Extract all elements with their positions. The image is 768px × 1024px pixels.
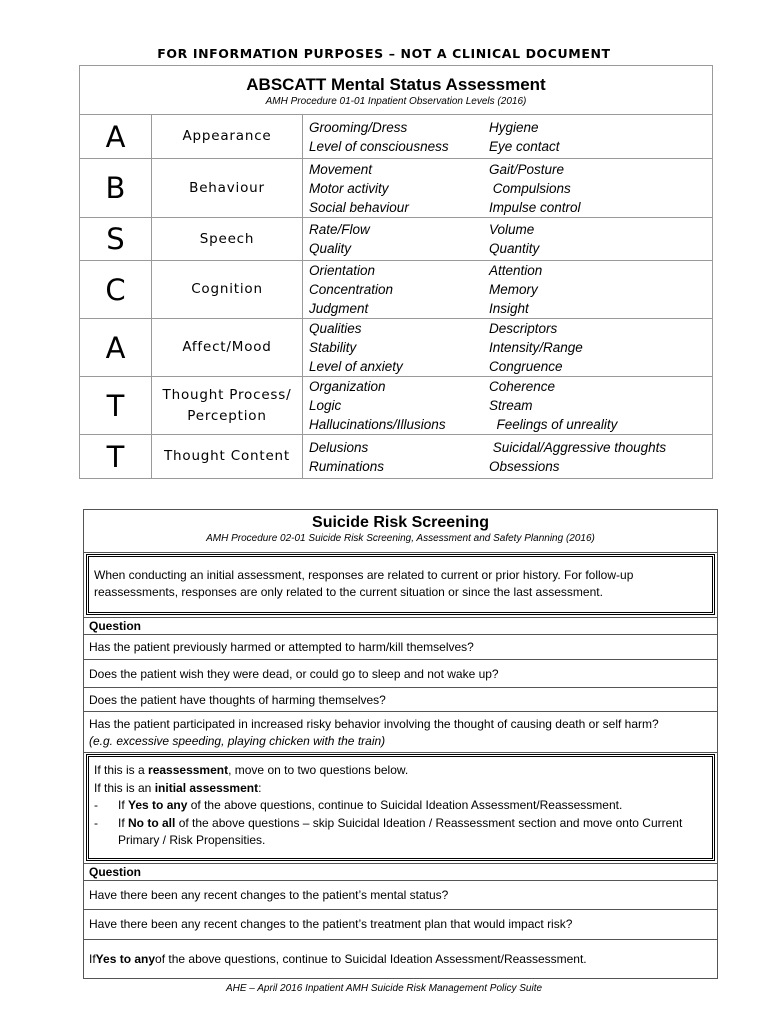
abscatt-category: Thought Content bbox=[152, 435, 303, 479]
abscatt-header bbox=[80, 66, 713, 115]
abscatt-category bbox=[152, 377, 303, 435]
disclaimer-banner: FOR INFORMATION PURPOSES – NOT A CLINICAL DOCUMENT bbox=[157, 46, 611, 61]
abscatt-item: Grooming/Dress bbox=[309, 119, 408, 135]
abscatt-item: Organization bbox=[309, 379, 386, 394]
suicide-risk-screening bbox=[83, 509, 718, 979]
abscatt-item: Delusions bbox=[309, 439, 369, 455]
abscatt-items bbox=[303, 435, 713, 479]
abscatt-items bbox=[303, 377, 713, 435]
abscatt-item: Level of anxiety bbox=[309, 359, 403, 374]
abscatt-item: Eye contact bbox=[489, 138, 560, 154]
abscatt-title: ABSCATT Mental Status Assessment bbox=[246, 75, 546, 94]
abscatt-item: Rate/Flow bbox=[309, 222, 370, 237]
abscatt-row bbox=[80, 261, 713, 319]
abscatt-letter: C bbox=[80, 261, 152, 319]
abscatt-row bbox=[80, 218, 713, 261]
abscatt-table bbox=[79, 65, 713, 479]
abscatt-row bbox=[80, 115, 713, 159]
abscatt-item: Movement bbox=[309, 161, 373, 177]
abscatt-item: Stability bbox=[309, 340, 357, 355]
abscatt-item: Hygiene bbox=[489, 119, 539, 135]
abscatt-item: Level of consciousness bbox=[309, 138, 449, 154]
abscatt-item: Insight bbox=[489, 301, 529, 316]
abscatt-items bbox=[303, 319, 713, 377]
abscatt-item: Gait/Posture bbox=[489, 161, 565, 177]
abscatt-item: Compulsions bbox=[489, 180, 571, 196]
abscatt-item: Coherence bbox=[489, 379, 556, 394]
final-instruction: If Yes to any of the above questions, continue to Suicidal Ideation Assessment/Reassessment. bbox=[84, 939, 717, 978]
abscatt-items bbox=[303, 115, 713, 159]
abscatt-item: Quantity bbox=[489, 241, 540, 256]
abscatt-item: Judgment bbox=[309, 301, 369, 316]
abscatt-letter: T bbox=[80, 377, 152, 435]
abscatt-category-line: Perception bbox=[187, 407, 267, 424]
abscatt-item: Attention bbox=[489, 263, 543, 278]
question-text: Has the patient participated in increased risky behavior involving the thought of causing death or self harm? bbox=[89, 717, 659, 731]
abscatt-items bbox=[303, 218, 713, 261]
abscatt-items bbox=[303, 159, 713, 218]
abscatt-row bbox=[80, 319, 713, 377]
abscatt-item: Qualities bbox=[309, 321, 362, 336]
abscatt-item: Intensity/Range bbox=[489, 340, 583, 355]
abscatt-letter: S bbox=[80, 218, 152, 261]
abscatt-item: Orientation bbox=[309, 263, 376, 278]
abscatt-subtitle: AMH Procedure 01-01 Inpatient Observation Levels (2016) bbox=[265, 96, 527, 107]
abscatt-row bbox=[80, 435, 713, 479]
abscatt-letter: A bbox=[80, 115, 152, 159]
intro-text: When conducting an initial assessment, responses are related to current or prior history. For follow-up reassessments, responses are only related to the current situation or since the last assessment. bbox=[94, 568, 634, 599]
screening-header bbox=[84, 514, 717, 553]
question-row: Have there been any recent changes to the patient’s treatment plan that would impact risk? bbox=[89, 917, 573, 931]
abscatt-letter: B bbox=[80, 159, 152, 218]
abscatt-items bbox=[303, 261, 713, 319]
abscatt-item: Impulse control bbox=[489, 199, 581, 215]
abscatt-row bbox=[80, 377, 713, 435]
abscatt-category: Affect/Mood bbox=[152, 319, 303, 377]
abscatt-item: Ruminations bbox=[309, 458, 385, 474]
abscatt-item: Motor activity bbox=[309, 180, 389, 196]
instructions bbox=[89, 757, 712, 858]
abscatt-category: Behaviour bbox=[152, 159, 303, 218]
abscatt-item: Obsessions bbox=[489, 458, 560, 474]
abscatt-item: Suicidal/Aggressive thoughts bbox=[489, 439, 667, 455]
abscatt-category: Cognition bbox=[152, 261, 303, 319]
question-row: Does the patient have thoughts of harming themselves? bbox=[84, 688, 717, 712]
intro-box bbox=[86, 554, 715, 615]
question-row bbox=[84, 712, 717, 753]
abscatt-item: Congruence bbox=[489, 359, 563, 374]
abscatt-item: Feelings of unreality bbox=[489, 417, 618, 432]
abscatt-category: Speech bbox=[152, 218, 303, 261]
abscatt-item: Social behaviour bbox=[309, 199, 409, 215]
abscatt-item: Memory bbox=[489, 282, 538, 297]
abscatt-row bbox=[80, 159, 713, 218]
abscatt-letter: T bbox=[80, 435, 152, 479]
question-header: Question bbox=[84, 617, 717, 635]
question-row: Has the patient previously harmed or attempted to harm/kill themselves? bbox=[84, 635, 717, 660]
question-row: Have there been any recent changes to the patient’s mental status? bbox=[84, 881, 717, 910]
abscatt-item: Descriptors bbox=[489, 321, 558, 336]
abscatt-item: Stream bbox=[489, 398, 533, 413]
instruction-bullet: - If Yes to any of the above questions, continue to Suicidal Ideation Assessment/Reassessment. bbox=[94, 798, 623, 812]
instruction-bullet: - If No to all of the above questions – skip Suicidal Ideation / Reassessment section and move onto Current Primary / Risk Propensities. bbox=[94, 815, 683, 847]
abscatt-item: Concentration bbox=[309, 282, 394, 297]
abscatt-item: Hallucinations/Illusions bbox=[309, 417, 446, 432]
abscatt-item: Quality bbox=[309, 241, 352, 256]
screening-subtitle: AMH Procedure 02-01 Suicide Risk Screening, Assessment and Safety Planning (2016) bbox=[206, 533, 595, 544]
instruction-line: If this is a reassessment, move on to two questions below. bbox=[94, 763, 409, 777]
abscatt-item: Volume bbox=[489, 222, 535, 237]
abscatt-item: Logic bbox=[309, 398, 342, 413]
page-footer: AHE – April 2016 Inpatient AMH Suicide Risk Management Policy Suite bbox=[225, 983, 543, 994]
instruction-line: If this is an initial assessment: bbox=[94, 780, 262, 795]
question-header: Question bbox=[84, 863, 717, 881]
question-row: Does the patient wish they were dead, or could go to sleep and not wake up? bbox=[84, 660, 717, 688]
screening-title: Suicide Risk Screening bbox=[312, 514, 489, 531]
abscatt-category: Appearance bbox=[152, 115, 303, 159]
instructions-box bbox=[86, 754, 715, 861]
abscatt-letter: A bbox=[80, 319, 152, 377]
question-example: (e.g. excessive speeding, playing chicken with the train) bbox=[89, 734, 386, 748]
abscatt-category-line: Thought Process/ bbox=[162, 386, 292, 403]
